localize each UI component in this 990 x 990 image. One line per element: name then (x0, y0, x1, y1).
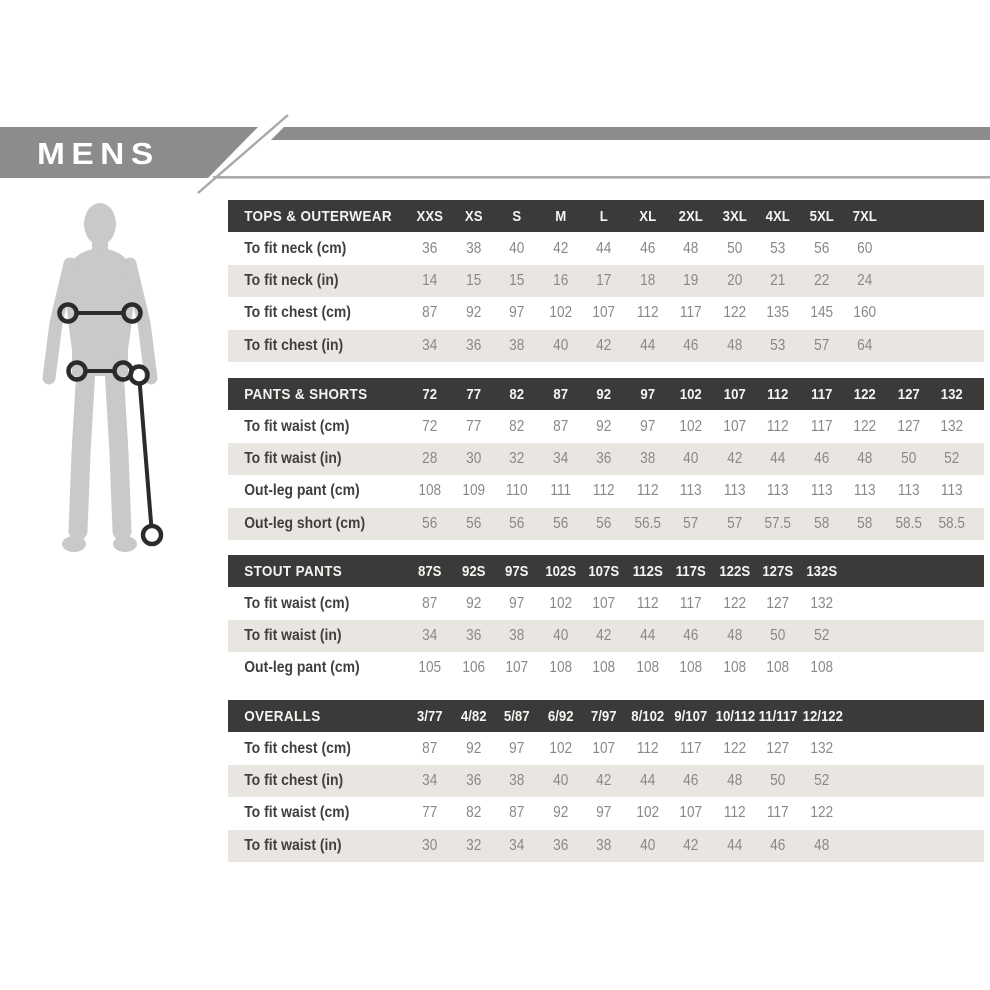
size-value: 117 (679, 594, 702, 612)
size-value: 117 (679, 304, 702, 322)
size-value: 56 (813, 239, 829, 257)
table-title: PANTS & SHORTS (244, 385, 368, 403)
table-row (228, 265, 984, 297)
row-label: To fit waist (in) (244, 449, 342, 467)
size-value: 36 (465, 336, 481, 354)
size-value: 113 (810, 482, 833, 500)
size-value: 38 (509, 771, 525, 789)
size-value: 48 (726, 771, 742, 789)
size-value: 56.5 (633, 514, 661, 532)
row-label: To fit waist (cm) (244, 417, 350, 435)
size-value: 30 (422, 836, 438, 854)
size-value: 34 (552, 449, 568, 467)
size-value: 20 (726, 271, 742, 289)
size-value: 112 (636, 594, 659, 612)
size-column-header: 2XL (678, 207, 703, 225)
size-value: 56 (552, 514, 568, 532)
row-label: To fit waist (cm) (244, 594, 350, 612)
size-value: 57 (683, 514, 699, 532)
size-column-header: XS (464, 207, 483, 225)
size-value: 46 (683, 626, 699, 644)
size-value: 107 (505, 659, 529, 677)
size-value: 77 (422, 804, 438, 822)
size-column-header: 87S (417, 562, 442, 580)
size-value: 127 (766, 739, 790, 757)
size-value: 52 (813, 626, 829, 644)
size-value: 40 (552, 771, 568, 789)
size-value: 112 (766, 417, 789, 435)
size-column-header: 8/102 (630, 707, 664, 725)
size-table-tops (228, 200, 984, 362)
row-label: Out-leg pant (cm) (244, 482, 360, 500)
size-value: 32 (509, 449, 525, 467)
size-value: 56 (465, 514, 481, 532)
size-column-header: 72 (422, 385, 438, 403)
size-value: 127 (766, 594, 790, 612)
table-row (228, 830, 984, 862)
table-row (228, 475, 984, 507)
size-column-header: 122S (718, 562, 750, 580)
size-value: 122 (722, 304, 746, 322)
size-value: 50 (770, 626, 786, 644)
size-value: 38 (509, 336, 525, 354)
size-value: 113 (679, 482, 702, 500)
size-value: 48 (683, 239, 699, 257)
size-column-header: 127S (762, 562, 794, 580)
table-row (228, 232, 984, 264)
size-value: 112 (723, 804, 746, 822)
size-value: 42 (596, 336, 612, 354)
size-value: 106 (461, 659, 485, 677)
table-header-row (228, 700, 984, 732)
size-value: 145 (809, 304, 833, 322)
size-column-header: 4XL (765, 207, 790, 225)
size-value: 108 (722, 659, 746, 677)
size-value: 46 (770, 836, 786, 854)
row-label: To fit waist (cm) (244, 804, 350, 822)
size-value: 38 (509, 626, 525, 644)
size-value: 21 (770, 271, 786, 289)
size-column-header: 92S (461, 562, 485, 580)
size-value: 42 (596, 771, 612, 789)
size-value: 17 (596, 271, 612, 289)
size-value: 112 (636, 482, 659, 500)
size-value: 132 (940, 417, 964, 435)
size-value: 22 (813, 271, 829, 289)
size-value: 87 (422, 739, 438, 757)
banner-bottom-line (213, 176, 990, 179)
size-value: 112 (636, 304, 659, 322)
size-value: 44 (770, 449, 786, 467)
size-value: 107 (722, 417, 746, 435)
size-value: 40 (509, 239, 525, 257)
size-value: 57 (726, 514, 742, 532)
table-title: OVERALLS (244, 707, 321, 725)
row-label: To fit chest (cm) (244, 739, 351, 757)
size-value: 111 (549, 482, 571, 500)
size-value: 46 (813, 449, 829, 467)
size-value: 117 (679, 739, 702, 757)
size-value: 112 (592, 482, 615, 500)
size-value: 42 (596, 626, 612, 644)
size-value: 102 (679, 417, 703, 435)
size-value: 87 (422, 594, 438, 612)
size-value: 44 (726, 836, 742, 854)
size-column-header: 5XL (809, 207, 834, 225)
size-value: 52 (813, 771, 829, 789)
size-value: 50 (900, 449, 916, 467)
size-value: 108 (766, 659, 790, 677)
size-value: 102 (548, 739, 572, 757)
size-column-header: 3/77 (416, 707, 443, 725)
size-value: 56 (596, 514, 612, 532)
size-value: 44 (639, 771, 655, 789)
size-value: 40 (683, 449, 699, 467)
size-value: 108 (635, 659, 659, 677)
table-row (228, 797, 984, 829)
size-value: 36 (465, 771, 481, 789)
outleg-marker-bottom (143, 526, 161, 544)
size-value: 122 (722, 739, 746, 757)
table-title: TOPS & OUTERWEAR (244, 207, 392, 225)
size-value: 132 (809, 594, 833, 612)
size-value: 82 (465, 804, 481, 822)
size-value: 132 (809, 739, 833, 757)
table-row (228, 765, 984, 797)
size-column-header: 97S (504, 562, 529, 580)
size-value: 108 (418, 482, 442, 500)
size-value: 34 (509, 836, 525, 854)
table-row (228, 410, 984, 442)
size-value: 34 (422, 336, 438, 354)
size-column-header: XXS (416, 207, 443, 225)
size-value: 30 (465, 449, 481, 467)
size-value: 92 (552, 804, 568, 822)
size-value: 48 (857, 449, 873, 467)
size-column-header: 112S (632, 562, 663, 580)
size-column-header: M (554, 207, 566, 225)
table-header-row (228, 378, 984, 410)
size-value: 58 (813, 514, 829, 532)
size-value: 56 (422, 514, 438, 532)
size-value: 58.5 (894, 514, 922, 532)
size-column-header: 132 (940, 385, 963, 403)
size-value: 87 (509, 804, 525, 822)
size-value: 56 (509, 514, 525, 532)
size-value: 38 (639, 449, 655, 467)
size-column-header: 102 (679, 385, 702, 403)
size-value: 42 (683, 836, 699, 854)
size-value: 46 (639, 239, 655, 257)
size-value: 57.5 (764, 514, 792, 532)
size-value: 160 (853, 304, 877, 322)
size-value: 15 (509, 271, 525, 289)
size-table-pants (228, 378, 984, 540)
size-column-header: 112 (767, 385, 789, 403)
size-table-overalls (228, 700, 984, 862)
page-title: MENS (37, 136, 160, 171)
size-value: 36 (465, 626, 481, 644)
size-value: 52 (944, 449, 960, 467)
row-label: Out-leg short (cm) (244, 514, 366, 532)
row-label: To fit chest (in) (244, 336, 344, 354)
size-value: 40 (552, 336, 568, 354)
size-column-header: 102S (544, 562, 576, 580)
size-value: 64 (857, 336, 873, 354)
row-label: To fit neck (cm) (244, 239, 347, 257)
size-value: 122 (853, 417, 877, 435)
size-value: 48 (813, 836, 829, 854)
size-value: 57 (813, 336, 829, 354)
size-value: 46 (683, 771, 699, 789)
size-value: 87 (422, 304, 438, 322)
size-column-header: 12/122 (802, 707, 843, 725)
size-value: 97 (509, 739, 525, 757)
size-value: 44 (639, 626, 655, 644)
size-column-header: 132S (805, 562, 837, 580)
size-value: 42 (552, 239, 568, 257)
row-label: Out-leg pant (cm) (244, 659, 360, 677)
size-value: 77 (465, 417, 481, 435)
size-table-stout (228, 555, 984, 685)
size-value: 48 (726, 336, 742, 354)
size-value: 110 (505, 482, 528, 500)
size-column-header: 11/117 (758, 707, 798, 725)
size-value: 102 (635, 804, 659, 822)
size-value: 109 (461, 482, 485, 500)
size-column-header: 107 (723, 385, 746, 403)
size-value: 122 (809, 804, 833, 822)
size-value: 44 (639, 336, 655, 354)
size-column-header: 117S (675, 562, 706, 580)
size-column-header: 9/107 (674, 707, 708, 725)
size-column-header: S (512, 207, 522, 225)
size-value: 46 (683, 336, 699, 354)
size-value: 24 (857, 271, 873, 289)
size-column-header: 7XL (852, 207, 877, 225)
size-value: 36 (552, 836, 568, 854)
size-value: 112 (636, 739, 659, 757)
size-value: 113 (940, 482, 963, 500)
size-value: 58 (857, 514, 873, 532)
size-column-header: 6/92 (547, 707, 574, 725)
size-column-header: 107S (588, 562, 620, 580)
size-value: 102 (548, 594, 572, 612)
table-row (228, 732, 984, 764)
size-column-header: 87 (552, 385, 568, 403)
size-value: 16 (552, 271, 568, 289)
size-value: 97 (509, 304, 525, 322)
size-value: 34 (422, 626, 438, 644)
row-label: To fit neck (in) (244, 271, 339, 289)
size-value: 108 (809, 659, 833, 677)
size-value: 97 (596, 804, 612, 822)
table-row (228, 297, 984, 329)
size-value: 53 (770, 336, 786, 354)
size-value: 107 (592, 304, 616, 322)
size-value: 127 (896, 417, 920, 435)
size-value: 108 (592, 659, 616, 677)
size-value: 102 (548, 304, 572, 322)
banner-top-strip (271, 127, 990, 140)
size-value: 105 (418, 659, 442, 677)
size-value: 113 (723, 482, 746, 500)
size-value: 117 (810, 417, 833, 435)
size-value: 32 (465, 836, 481, 854)
size-value: 97 (639, 417, 655, 435)
table-row (228, 587, 984, 619)
table-header-row (228, 555, 984, 587)
size-value: 135 (766, 304, 790, 322)
size-value: 50 (770, 771, 786, 789)
size-value: 92 (465, 594, 481, 612)
size-value: 113 (853, 482, 876, 500)
size-value: 92 (596, 417, 612, 435)
table-header-row (228, 200, 984, 232)
size-value: 117 (766, 804, 789, 822)
size-value: 53 (770, 239, 786, 257)
row-label: To fit chest (in) (244, 771, 344, 789)
size-column-header: 4/82 (460, 707, 487, 725)
size-column-header: 122 (853, 385, 876, 403)
table-title: STOUT PANTS (244, 562, 343, 580)
size-value: 15 (465, 271, 481, 289)
table-row (228, 330, 984, 362)
size-value: 108 (679, 659, 703, 677)
size-value: 122 (722, 594, 746, 612)
size-value: 42 (726, 449, 742, 467)
size-value: 82 (509, 417, 525, 435)
size-value: 40 (552, 626, 568, 644)
table-row (228, 620, 984, 652)
row-label: To fit chest (cm) (244, 304, 351, 322)
size-column-header: 97 (639, 385, 655, 403)
size-value: 87 (552, 417, 568, 435)
size-value: 113 (766, 482, 789, 500)
size-column-header: 3XL (722, 207, 747, 225)
size-value: 97 (509, 594, 525, 612)
size-column-header: 92 (596, 385, 612, 403)
size-value: 14 (422, 271, 438, 289)
size-value: 107 (679, 804, 703, 822)
outleg-measure-line (140, 383, 152, 526)
size-column-header: 7/97 (590, 707, 617, 725)
size-column-header: 10/112 (715, 707, 755, 725)
size-column-header: 5/87 (503, 707, 530, 725)
size-column-header: 77 (465, 385, 481, 403)
size-value: 44 (596, 239, 612, 257)
size-value: 72 (422, 417, 438, 435)
size-value: 48 (726, 626, 742, 644)
table-row (228, 508, 984, 540)
size-column-header: L (599, 207, 608, 225)
size-value: 107 (592, 594, 616, 612)
row-label: To fit waist (in) (244, 626, 342, 644)
size-value: 40 (639, 836, 655, 854)
size-value: 92 (465, 304, 481, 322)
table-row (228, 443, 984, 475)
size-column-header: XL (638, 207, 656, 225)
size-value: 92 (465, 739, 481, 757)
size-value: 107 (592, 739, 616, 757)
size-value: 108 (548, 659, 572, 677)
size-value: 38 (465, 239, 481, 257)
size-value: 60 (857, 239, 873, 257)
size-value: 38 (596, 836, 612, 854)
size-value: 113 (897, 482, 920, 500)
table-row (228, 652, 984, 684)
size-value: 34 (422, 771, 438, 789)
size-column-header: 117 (810, 385, 832, 403)
size-value: 19 (683, 271, 699, 289)
size-column-header: 127 (897, 385, 920, 403)
size-value: 50 (726, 239, 742, 257)
size-column-header: 82 (509, 385, 525, 403)
male-body-silhouette-icon (35, 198, 195, 563)
size-value: 28 (422, 449, 438, 467)
size-value: 58.5 (938, 514, 966, 532)
size-value: 36 (422, 239, 438, 257)
row-label: To fit waist (in) (244, 836, 342, 854)
size-value: 18 (639, 271, 655, 289)
size-value: 36 (596, 449, 612, 467)
